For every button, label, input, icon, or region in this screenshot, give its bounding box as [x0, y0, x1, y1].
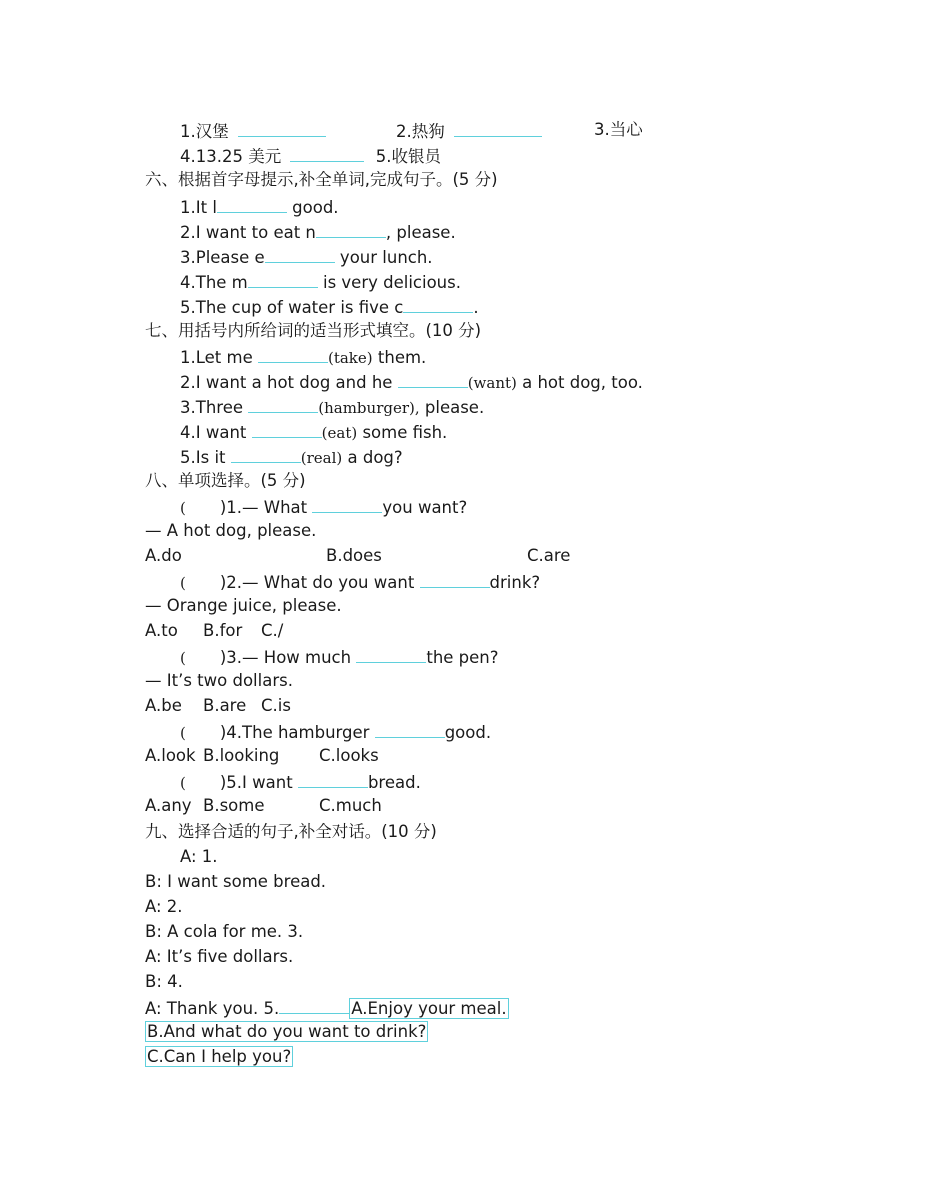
- option-c[interactable]: C.looks: [319, 746, 379, 765]
- dialogue-option-b-row: [145, 1020, 428, 1044]
- p6-item-3: [180, 244, 433, 268]
- mc-question-4-stem: )4.The hamburger: [219, 723, 375, 742]
- dialogue-line-1: A: 1.: [180, 847, 218, 866]
- p6-item-5-post: .: [473, 298, 479, 317]
- word-item-3: 3.当心: [594, 120, 643, 139]
- mc-question-1: [180, 494, 467, 518]
- mc-options-5: [145, 794, 445, 818]
- mc-question-2-after: drink?: [489, 573, 541, 592]
- dialogue-option-a[interactable]: A.Enjoy your meal.: [351, 999, 507, 1018]
- answer-paren[interactable]: (: [180, 499, 186, 517]
- dialogue-option-c[interactable]: C.Can I help you?: [147, 1047, 292, 1066]
- p6-item-5-pre: 5.The cup of water is five c: [180, 298, 404, 317]
- answer-blank[interactable]: [398, 369, 468, 388]
- section-8-title: 八、单项选择。(5 分): [145, 471, 306, 490]
- word-item-2-row: [396, 118, 542, 142]
- answer-paren[interactable]: (: [180, 724, 186, 742]
- mc-options-4: [145, 744, 445, 768]
- p7-item-2-post: a hot dog, too.: [516, 373, 643, 392]
- answer-blank[interactable]: [231, 444, 301, 463]
- p7-item-1-post: them.: [372, 348, 427, 367]
- word-item-3-row: [594, 118, 643, 142]
- p7-item-3-hint: (hamburger),: [318, 399, 420, 417]
- answer-blank[interactable]: [403, 294, 473, 313]
- p7-item-4: [180, 419, 447, 443]
- mc-question-5-stem: )5.I want: [219, 773, 298, 792]
- p6-item-4-pre: 4.The m: [180, 273, 248, 292]
- word-item-1: 1.汉堡: [180, 122, 229, 141]
- word-item-4-num: 4.13.25: [180, 147, 243, 166]
- option-b[interactable]: B.does: [326, 546, 382, 565]
- mc-options-1: [145, 544, 605, 568]
- answer-blank[interactable]: [316, 219, 386, 238]
- p6-item-2-post: , please.: [385, 223, 456, 242]
- answer-paren[interactable]: (: [180, 574, 186, 592]
- answer-paren[interactable]: (: [180, 649, 186, 667]
- word-row-1: [180, 118, 326, 142]
- option-a[interactable]: A.any: [145, 796, 192, 815]
- mc-options-2: [145, 619, 445, 643]
- answer-blank[interactable]: [217, 194, 287, 213]
- dialogue-line-7-text: A: Thank you. 5.: [145, 999, 280, 1018]
- p7-item-4-hint: (eat): [321, 424, 358, 442]
- mc-answer-3: — It’s two dollars.: [145, 671, 293, 690]
- word-item-2: 2.热狗: [396, 122, 445, 141]
- answer-blank[interactable]: [298, 769, 368, 788]
- dialogue-line-5: A: It’s five dollars.: [145, 947, 294, 966]
- p7-item-1-pre: 1.Let me: [180, 348, 258, 367]
- p6-item-1-pre: 1.It l: [180, 198, 217, 217]
- mc-question-4: [180, 719, 491, 743]
- option-b[interactable]: B.looking: [203, 746, 280, 765]
- p7-item-4-pre: 4.I want: [180, 423, 252, 442]
- answer-paren[interactable]: (: [180, 774, 186, 792]
- option-a[interactable]: A.look: [145, 746, 196, 765]
- answer-blank[interactable]: [290, 143, 364, 162]
- dialogue-option-b[interactable]: B.And what do you want to drink?: [147, 1022, 427, 1041]
- p7-item-2: [180, 369, 643, 393]
- p6-item-3-pre: 3.Please e: [180, 248, 265, 267]
- answer-blank[interactable]: [454, 118, 542, 137]
- section-6-title: 六、根据首字母提示,补全单词,完成句子。(5 分): [145, 170, 498, 189]
- p7-item-3-post: please.: [419, 398, 485, 417]
- option-a[interactable]: A.do: [145, 546, 182, 565]
- mc-question-3-stem: )3.— How much: [219, 648, 357, 667]
- answer-blank[interactable]: [420, 569, 490, 588]
- answer-blank[interactable]: [375, 719, 445, 738]
- dialogue-option-c-row: [145, 1045, 293, 1069]
- option-b[interactable]: B.for: [203, 621, 243, 640]
- mc-question-2: [180, 569, 540, 593]
- option-c[interactable]: C.much: [319, 796, 382, 815]
- p6-item-5: [180, 294, 479, 318]
- p7-item-2-pre: 2.I want a hot dog and he: [180, 373, 398, 392]
- p7-item-1: [180, 344, 426, 368]
- p6-item-1: [180, 194, 339, 218]
- option-a[interactable]: A.to: [145, 621, 178, 640]
- option-c[interactable]: C./: [261, 621, 284, 640]
- word-item-4-cn: 美元: [248, 147, 282, 166]
- answer-blank[interactable]: [238, 118, 326, 137]
- p6-item-2: [180, 219, 456, 243]
- dialogue-line-3: A: 2.: [145, 897, 183, 916]
- answer-blank[interactable]: [252, 419, 322, 438]
- p6-item-4: [180, 269, 461, 293]
- section-7-title: 七、用括号内所给词的适当形式填空。(10 分): [145, 321, 482, 340]
- mc-question-3-after: the pen?: [426, 648, 499, 667]
- answer-blank[interactable]: [248, 269, 318, 288]
- answer-blank[interactable]: [265, 244, 335, 263]
- answer-blank[interactable]: [279, 995, 349, 1014]
- mc-question-1-after: you want?: [382, 498, 468, 517]
- dialogue-line-6: B: 4.: [145, 972, 183, 991]
- p6-item-4-post: is very delicious.: [317, 273, 461, 292]
- answer-blank[interactable]: [258, 344, 328, 363]
- p7-item-3: [180, 394, 484, 418]
- option-a[interactable]: A.be: [145, 696, 182, 715]
- p7-item-2-hint: (want): [467, 374, 517, 392]
- mc-options-3: [145, 694, 445, 718]
- p7-item-4-post: some fish.: [357, 423, 448, 442]
- mc-answer-1: — A hot dog, please.: [145, 521, 317, 540]
- p7-item-3-pre: 3.Three: [180, 398, 249, 417]
- mc-question-3: [180, 644, 499, 668]
- mc-question-5-after: bread.: [367, 773, 421, 792]
- dialogue-line-4: B: A cola for me. 3.: [145, 922, 304, 941]
- mc-question-1-stem: )1.— What: [219, 498, 313, 517]
- p6-item-3-post: your lunch.: [334, 248, 433, 267]
- word-row-2: [180, 143, 441, 167]
- mc-question-5: [180, 769, 421, 793]
- option-b[interactable]: B.are: [203, 696, 247, 715]
- p6-item-2-pre: 2.I want to eat n: [180, 223, 316, 242]
- p7-item-5-pre: 5.Is it: [180, 448, 231, 467]
- dialogue-line-7: [145, 995, 509, 1019]
- answer-blank[interactable]: [356, 644, 426, 663]
- p6-item-1-post: good.: [286, 198, 339, 217]
- dialogue-line-2: B: I want some bread.: [145, 872, 327, 891]
- p7-item-5-hint: (real): [300, 449, 343, 467]
- section-9-title: 九、选择合适的句子,补全对话。(10 分): [145, 822, 437, 841]
- option-c[interactable]: C.are: [527, 546, 571, 565]
- p7-item-5: [180, 444, 403, 468]
- p7-item-5-post: a dog?: [342, 448, 403, 467]
- mc-question-2-stem: )2.— What do you want: [219, 573, 420, 592]
- option-b[interactable]: B.some: [203, 796, 265, 815]
- p7-item-1-hint: (take): [327, 349, 373, 367]
- word-item-5: 5.收银员: [375, 147, 441, 166]
- answer-blank[interactable]: [312, 494, 382, 513]
- mc-question-4-after: good.: [444, 723, 492, 742]
- option-c[interactable]: C.is: [261, 696, 291, 715]
- mc-answer-2: — Orange juice, please.: [145, 596, 342, 615]
- answer-blank[interactable]: [248, 394, 318, 413]
